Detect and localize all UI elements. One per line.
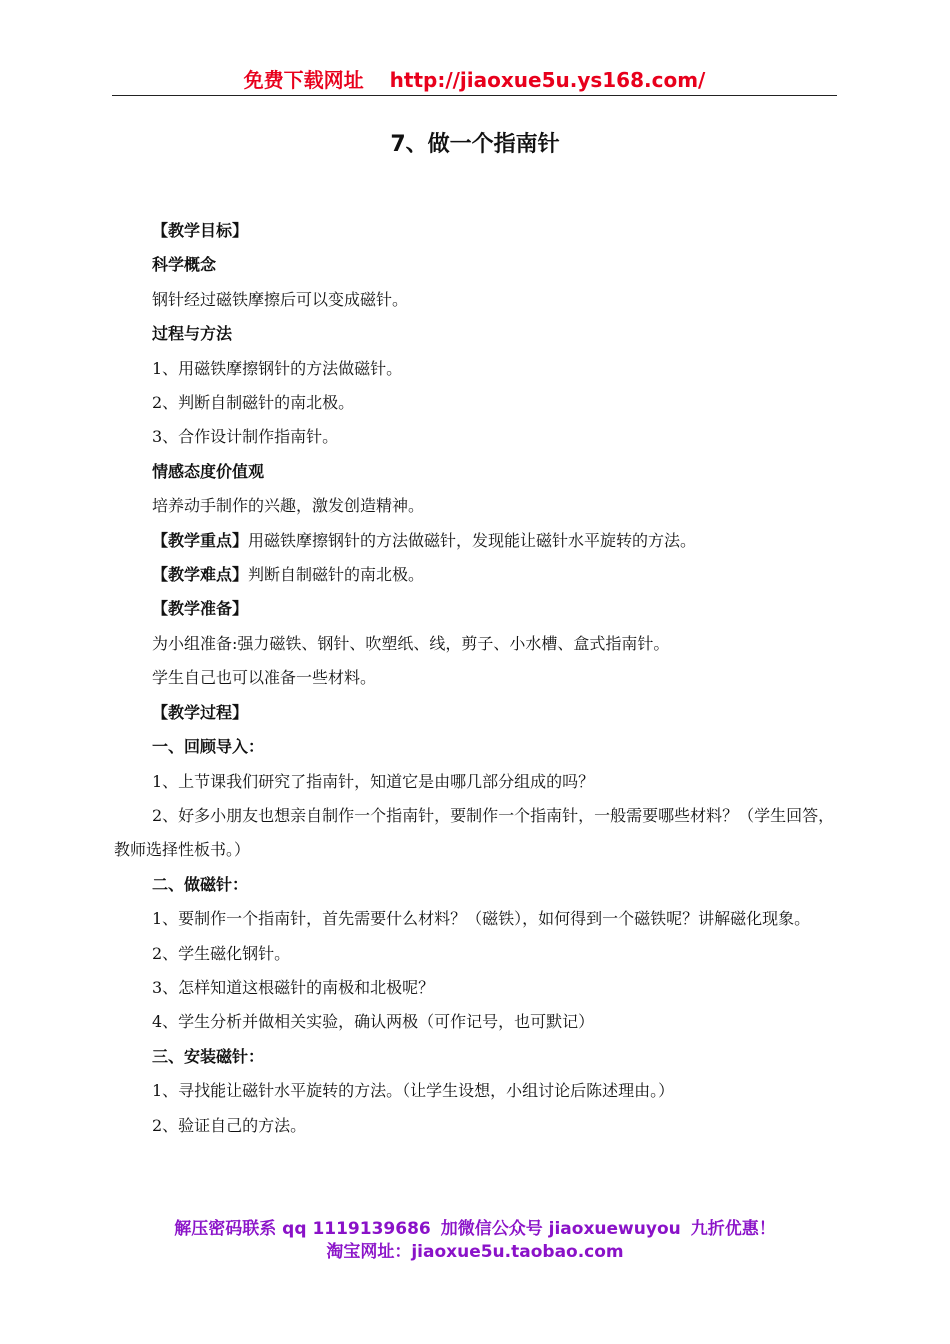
footer-discount: 九折优惠！ [690,1219,776,1239]
process-item: 1、用磁铁摩擦钢针的方法做磁针。 [152,358,403,378]
footer-taobao-link[interactable]: 淘宝网址：jiaoxue5u.taobao.com [326,1242,624,1262]
prep-heading: 【教学准备】 [152,599,249,619]
concept-text: 钢针经过磁铁摩擦后可以变成磁针。 [152,289,409,309]
attitude-text: 培养动手制作的兴趣，激发创造精神。 [152,496,425,516]
key-point [114,524,838,558]
header-divider [112,95,837,96]
document-body [114,214,838,1143]
difficulty-point [114,558,838,592]
document-title: 7、做一个指南针 [390,132,560,157]
part1-item: 1、上节课我们研究了指南针，知道它是由哪几部分组成的吗？ [152,771,595,791]
part3-heading: 三、安装磁针： [152,1046,265,1066]
attitude-heading: 情感态度价值观 [152,461,265,481]
process-item: 2、判断自制磁针的南北极。 [152,393,355,413]
page-footer [0,1218,950,1264]
part3-item: 2、验证自己的方法。 [152,1115,307,1135]
part2-item: 1、要制作一个指南针，首先需要什么材料？（磁铁），如何得到一个磁铁呢？讲解磁化现象。 [152,909,811,929]
header-url-link[interactable]: http://jiaoxue5u.ys168.com/ [389,68,706,92]
part3-item: 1、寻找能让磁针水平旋转的方法。（让学生设想，小组讨论后陈述理由。） [152,1081,675,1101]
footer-password-contact: 解压密码联系 qq 1119139686 [174,1219,431,1239]
concept-heading: 科学概念 [152,255,217,275]
page-header [112,66,837,94]
key-label: 【教学重点】 [152,530,249,550]
part1-item: 2、好多小朋友也想亲自制作一个指南针，要制作一个指南针，一般需要哪些材料？（学生回答，教师选择性板书。） [114,805,835,860]
part2-heading: 二、做磁针： [152,874,249,894]
process-heading: 过程与方法 [152,324,233,344]
key-text: 用磁铁摩擦钢针的方法做磁针，发现能让磁针水平旋转的方法。 [248,530,697,550]
footer-line-1 [0,1218,950,1241]
process-item: 3、合作设计制作指南针。 [152,427,339,447]
header-label: 免费下载网址 [243,68,364,92]
footer-wechat: 加微信公众号 jiaoxuewuyou [440,1219,681,1239]
part2-item: 2、学生磁化钢针。 [152,943,291,963]
part1-heading: 一、回顾导入： [152,737,265,757]
difficulty-text: 判断自制磁针的南北极。 [248,565,425,585]
prep-item: 学生自己也可以准备一些材料。 [152,668,377,688]
difficulty-label: 【教学难点】 [152,565,249,585]
part2-item: 4、学生分析并做相关实验，确认两极（可作记号，也可默记） [152,1012,595,1032]
prep-item: 为小组准备:强力磁铁、钢针、吹塑纸、线，剪子、小水槽、盒式指南针。 [152,633,670,653]
procedure-heading: 【教学过程】 [152,702,249,722]
objectives-heading: 【教学目标】 [152,221,249,240]
part2-item: 3、怎样知道这根磁针的南极和北极呢？ [152,977,435,997]
